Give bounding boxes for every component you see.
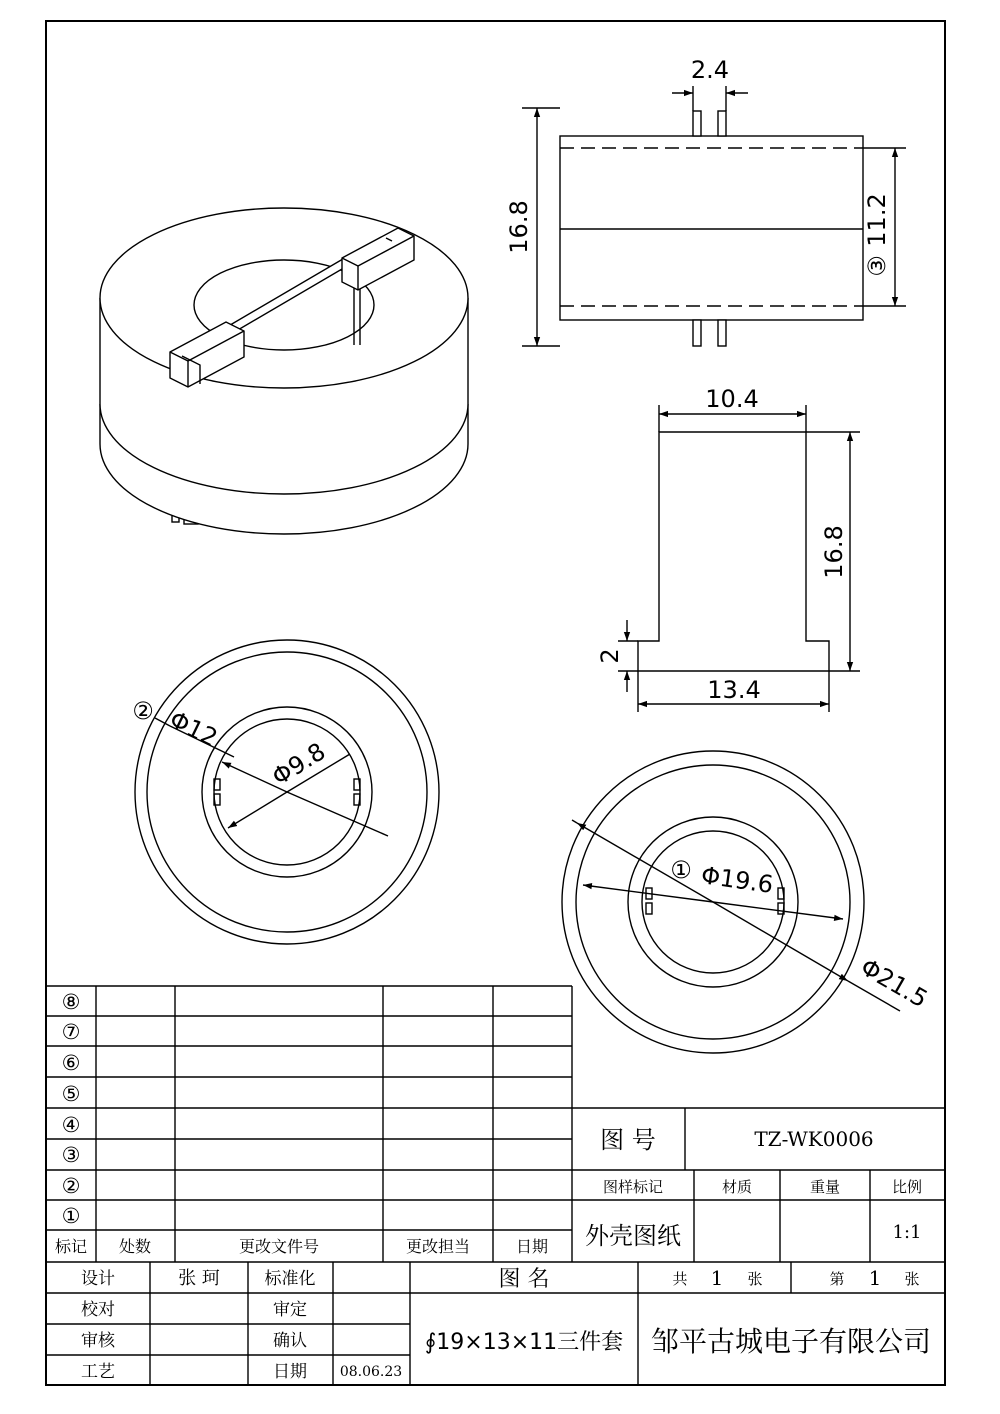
review-label: 审核: [81, 1331, 115, 1351]
inner-diameter-dimension: 11.2: [863, 193, 891, 247]
total-sheets-value: 1: [710, 1266, 724, 1290]
revision-table: [46, 986, 945, 1262]
isometric-view: [100, 208, 468, 534]
scale-value: 1:1: [892, 1222, 922, 1243]
right-circle-view: [562, 751, 900, 1053]
header-change-owner: 更改担当: [405, 1237, 471, 1256]
process-label: 工艺: [81, 1362, 115, 1382]
col-scale: 比例: [891, 1178, 923, 1196]
right-inner-diameter: Φ19.6: [699, 861, 775, 899]
right-circle-marker: ①: [670, 856, 692, 884]
elevation-height-dimension: 16.8: [505, 200, 533, 254]
header-change-doc: 更改文件号: [238, 1237, 320, 1256]
sheet-number-prefix: 第: [829, 1270, 845, 1288]
col-weight: 重量: [809, 1178, 841, 1196]
sheet-number-value: 1: [868, 1266, 882, 1290]
confirm-label: 确认: [273, 1331, 307, 1351]
section-height: 16.8: [820, 525, 848, 579]
revision-marker-1: ①: [61, 1204, 81, 1228]
revision-marker-7: ⑦: [61, 1020, 81, 1044]
left-circle-marker: ②: [132, 697, 154, 725]
revision-marker-4: ④: [61, 1113, 81, 1137]
revision-marker-5: ⑤: [61, 1082, 81, 1106]
section-bottom-width: 13.4: [707, 676, 761, 704]
revision-marker-3: ③: [61, 1143, 81, 1167]
header-count: 处数: [118, 1237, 152, 1256]
drawing-type: 外壳图纸: [585, 1222, 681, 1250]
sheet-number-suffix: 张: [904, 1270, 920, 1288]
header-date: 日期: [515, 1237, 549, 1256]
design-label: 设计: [81, 1269, 115, 1289]
revision-row-markers: [62, 990, 81, 1228]
inner-diameter-marker: ③: [863, 255, 891, 277]
left-circle-view: [135, 640, 439, 944]
header-mark: 标记: [54, 1237, 88, 1256]
drawing-name-label: 图 名: [498, 1267, 550, 1292]
revision-marker-8: ⑧: [61, 990, 81, 1014]
designer-name: 张 珂: [178, 1268, 220, 1289]
company-name: 邹平古城电子有限公司: [650, 1325, 932, 1358]
right-outer-diameter: Φ21.5: [855, 952, 933, 1014]
revision-headers: [55, 1237, 548, 1256]
check-label: 校对: [81, 1300, 115, 1320]
col-drawing-mark: 图样标记: [602, 1178, 664, 1196]
section-flange-height: 2: [596, 648, 624, 664]
left-outer-diameter: Φ12: [165, 705, 222, 753]
part-name: ∮19×13×11三件套: [424, 1330, 624, 1355]
revision-marker-6: ⑥: [61, 1051, 81, 1075]
standardize-label: 标准化: [264, 1269, 316, 1289]
date-label: 日期: [273, 1362, 307, 1382]
left-inner-diameter: Φ9.8: [267, 737, 331, 792]
approve-label: 审定: [273, 1300, 307, 1320]
elevation-view: [522, 86, 906, 346]
section-top-width: 10.4: [705, 385, 759, 413]
col-material: 材质: [721, 1178, 753, 1196]
total-sheets-suffix: 张: [747, 1270, 763, 1288]
date-value: 08.06.23: [339, 1364, 403, 1380]
drawing-number-label: 图 号: [600, 1126, 656, 1154]
revision-marker-2: ②: [61, 1174, 81, 1198]
pin-spacing-dimension: 2.4: [690, 56, 730, 84]
total-sheets-prefix: 共: [672, 1270, 688, 1288]
drawing-number-value: TZ-WK0006: [754, 1127, 874, 1151]
